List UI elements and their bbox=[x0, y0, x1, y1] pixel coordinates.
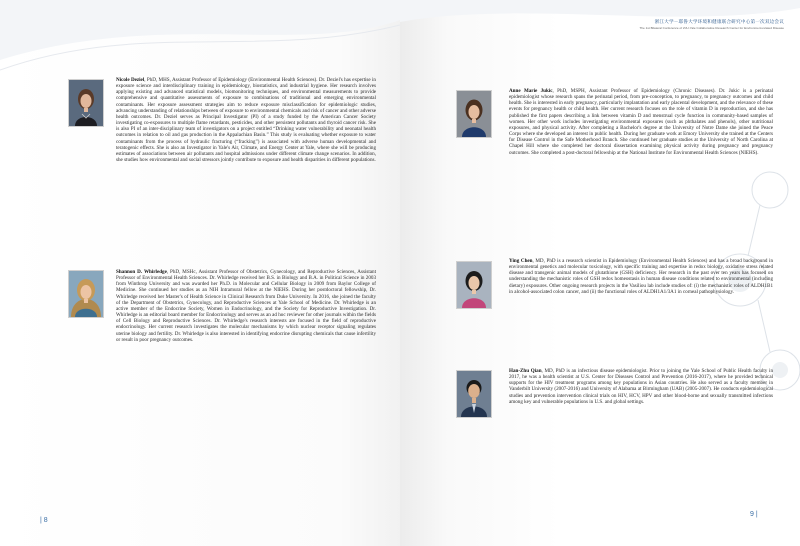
bio-name: Ying Chen bbox=[509, 258, 533, 264]
portrait-photo bbox=[68, 270, 104, 318]
portrait-photo bbox=[456, 370, 492, 418]
bio-text bbox=[116, 77, 376, 163]
bio-body: , MD, PhD is an infectious disease epidemiologist. Prior to joining the Yale School of Public Health faculty in 2017, he was a health scientist at U.S. Center for Diseases Control and Prevention (2016-2017), where he provided technical supports for the HIV treatment programs among key populations in Asian countries. He also served as a faculty member in Vanderbilt University (2007-2016) and University of Alabama at Birmingham (UAB) (2005-2007). He conducts epidemiological studies and prevention intervention clinical trials on HIV, HCV, HPV and other blood-borne and sexually transmitted infections among key and vulnerable populations in U.S. and global settings. bbox=[509, 368, 773, 405]
bio-text bbox=[509, 88, 773, 156]
bio-text bbox=[509, 258, 773, 295]
page-number-right: 9 | bbox=[750, 511, 758, 518]
bio-body: , PhD, MSPH, Assistant Professor of Epidemiology (Chronic Diseases). Dr. Jukic is a perinatal epidemiologist whose research spans the perinatal period, from pre-conception, to pregnancy, to pregnancy outcomes and child health. She is interested in early pregnancy, particularly implantation and early placental development, and the relevance of these events for pregnancy health or child health. Her current research focuses on the role of vitamin D in reproduction, and she has published the first papers describing a link between vitamin D and menstrual cycle function in community-based samples of women. Her other work includes investigating environmental exposures (such as phthalates and phenols), other nutritional exposures, and physical activity. After completing a Bachelor's degree at the University of Notre Dame she joined the Peace Corps where she developed an interest in public health. During her graduate work at Emory University she trained at the Centers for Disease Control in the Safe Motherhood Branch. She continued her graduate studies at the University of North Carolina at Chapel Hill where she completed her doctoral dissertation examining physical activity during pregnancy and pregnancy outcomes. She completed a post-doctoral fellowship at the National Institute for Environmental Health Sciences (NIEHS). bbox=[509, 88, 773, 156]
bio-text bbox=[509, 368, 773, 405]
bio-name: Anne Marie Jukic bbox=[509, 88, 553, 94]
bio-text bbox=[116, 269, 376, 343]
bio-body: , MD, PhD is a research scientist in Epidemiology (Environmental Health Sciences) and has a broad background in environmental genetics and molecular toxicology, with specific training and expertise in redox biology, oxidative stress related disease and transgenic animal models of glutathione (GSH) deficiency. Her research in the past over ten years has focused on understanding the mechanistic roles of GSH redox homeostasis in human disease conditions related to environmental (including dietary) exposures. Other ongoing research projects in the Vasiliou lab include studies of: (i) the mechanistic roles of ALDH1B1 in alcohol-associated colon cancer, and (ii) the functional roles of ALDH1A1/3A1 in corneal pathophysiology. bbox=[509, 258, 773, 295]
bio-body: , PhD, MSHc, Assistant Professor of Obstetrics, Gynecology, and Reproductive Sciences, Assistant Professor of Environmental Health Sciences. Dr. Whirledge received her B.S. in Biology and B.A. in Political Science in 2003 from Winthrop University and was awarded her Ph.D. in Molecular and Cellular Biology in 2009 from Baylor College of Medicine. She continued her studies as an NIH Intramural fellow at the NIEHS. During her postdoctoral fellowship, Dr. Whirledge received her Master's of Health Science in Clinical Research from Duke University. In 2016, she joined the faculty of the Department of Obstetrics, Gynecology, and Reproductive Sciences at Yale School of Medicine. Dr. Whirledge is an active member of the Endocrine Society, Women in Endocrinology, and the Society for Reproductive Investigation. Dr. Whirledge is an editorial board member for Endocrinology and serves as an ad hoc reviewer for other journals within the fields of Cell Biology and Reproductive Sciences. Dr. Whirledge's research interests are focused in the field of reproductive endocrinology. Her current research investigates the molecular mechanisms by which nuclear receptor signaling regulates uterine biology and fertility. Dr. Whirledge is also interested in identifying endocrine disrupting chemicals that cause infertility or result in poor pregnancy outcomes. bbox=[116, 269, 376, 343]
bio-name: Nicole Deziel bbox=[116, 77, 145, 83]
portrait-photo bbox=[456, 261, 492, 309]
header-title: 浙江大学－耶鲁大学环境和健康联合研究中心第一次双边会议 bbox=[654, 19, 784, 24]
bio-name: Han-Zhu Qian bbox=[509, 368, 542, 374]
header-subtitle: The 1st Bilateral Conference of ZJU-Yale Collaborative Research Center for Environment-related Disease bbox=[639, 26, 784, 30]
portrait-photo bbox=[68, 79, 104, 127]
portrait-photo bbox=[456, 90, 492, 138]
page-number-left: | 8 bbox=[40, 517, 48, 524]
bio-body: , PhD, MHS, Assistant Professor of Epidemiology (Environmental Health Sciences). Dr. Deziel's has expertise in exposure science and interdisciplinary training in epidemiology, biostatistics, and industrial hygiene. Her research involves applying existing and advanced statistical models, biomonitoring techniques, and environmental measurements to provide comprehensive and quantitative assessments of exposure to combinations of traditional and emerging environmental contaminants. Her exposure assessment strategies aim to reduce exposure misclassification for epidemiologic studies, advancing understanding of relationships between of exposure to environmental chemicals and risk of cancer and other adverse health outcomes. Dr. Deziel serves as Principal Investigator (PI) of a study funded by the American Cancer Society investigating co-exposures to multiple flame retardants, pesticides, and other persistent pollutants and thyroid cancer risk. She is also PI of an inter-disciplinary team of investigators on a project entitled “Drinking water vulnerability and neonatal health outcomes in relation to oil and gas production in the Appalachian Basin.” This study is evaluating whether exposure to water contaminants from the process of hydraulic fracturing (“fracking”) is associated with adverse human developmental and teratogenic effects. She is also an Investigator in Yale's Air, Climate, and Energy Center at Yale, where she will be producing estimates of associations between air pollutants and hospital admissions under different climate change scenarios. In addition, she studies how environmental and social stressors jointly contribute to exposure and health disparities in different populations. bbox=[116, 77, 376, 164]
conference-header bbox=[639, 19, 784, 30]
decorative-molecule bbox=[700, 150, 800, 450]
decorative-wave bbox=[400, 0, 800, 60]
right-page bbox=[400, 0, 800, 546]
bio-name: Shannon D. Whirledge bbox=[116, 269, 167, 275]
